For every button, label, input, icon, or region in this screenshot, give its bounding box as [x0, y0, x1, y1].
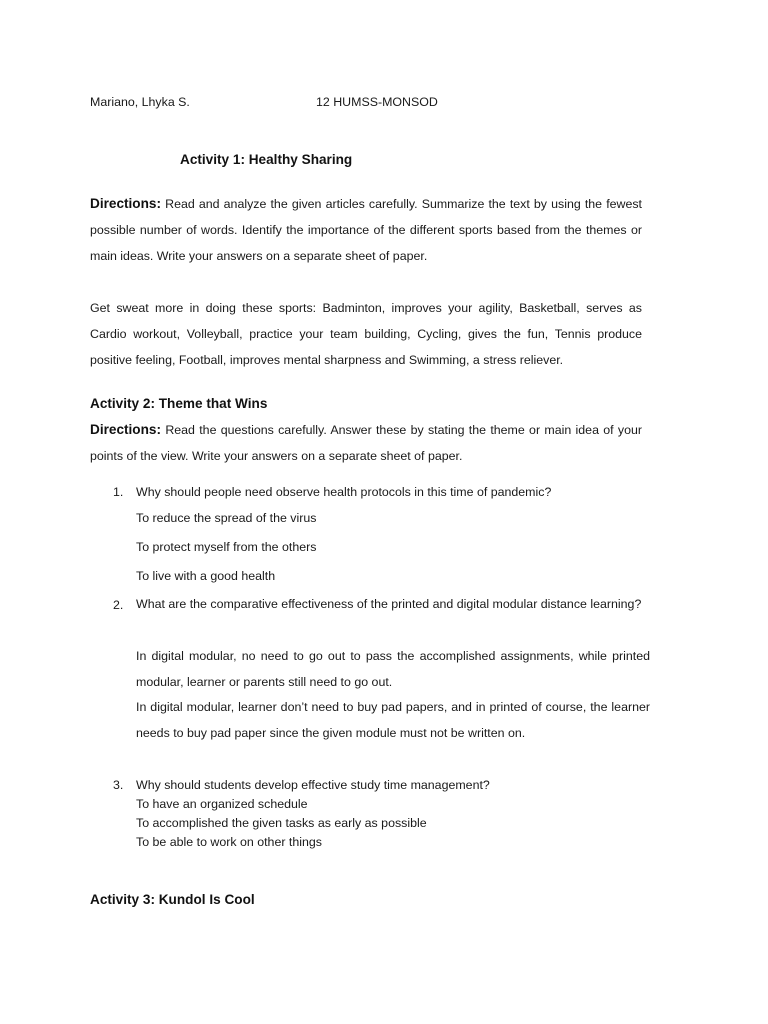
question-2-number: 2. — [113, 598, 124, 612]
question-3-answer-2: To accomplished the given tasks as early as possible — [136, 816, 427, 830]
question-3-answer-1: To have an organized schedule — [136, 797, 308, 811]
question-1-text: Why should people need observe health protocols in this time of pandemic? — [136, 485, 552, 499]
activity1-answer: Get sweat more in doing these sports: Badminton, improves your agility, Basketball, serves as Cardio workout, Volleyball, practice your team building, Cycling, gives the fun, Tennis produce positive feeling, Football, improves mental sharpness and Swimming, a stress reliever. — [90, 301, 642, 367]
question-1-answer-3: To live with a good health — [136, 569, 276, 583]
activity1-title: Activity 1: Healthy Sharing — [180, 152, 353, 167]
activity1-directions — [90, 191, 642, 269]
student-name: Mariano, Lhyka S. — [90, 95, 190, 109]
activity2-directions-text: Read the questions carefully. Answer these by stating the theme or main idea of your points of the view. Write your answers on a separate sheet of paper. — [90, 423, 642, 463]
question-2-answer-2: In digital modular, learner don’t need to buy pad papers, and in printed of course, the learner needs to buy pad paper since the given module must not be written on. — [136, 700, 650, 740]
question-1-answer-2: To protect myself from the others — [136, 540, 317, 554]
activity1-directions-label: Directions: — [90, 196, 162, 211]
activity2-title: Activity 2: Theme that Wins — [90, 396, 268, 411]
question-1-answer-1: To reduce the spread of the virus — [136, 511, 317, 525]
question-1-number: 1. — [113, 485, 124, 499]
activity1-directions-text: Read and analyze the given articles carefully. Summarize the text by using the fewest possible number of words. Identify the importance of the different sports based from the themes or main ideas. Write your answers on a separate sheet of paper. — [90, 197, 642, 263]
question-3-number: 3. — [113, 778, 124, 792]
activity3-title: Activity 3: Kundol Is Cool — [90, 892, 255, 907]
student-section: 12 HUMSS-MONSOD — [316, 95, 438, 109]
activity2-directions — [90, 417, 642, 469]
activity2-directions-label: Directions: — [90, 422, 162, 437]
question-2-answer-1: In digital modular, no need to go out to pass the accomplished assignments, while printed modular, learner or parents still need to go out. — [136, 649, 650, 689]
question-3-text: Why should students develop effective study time management? — [136, 778, 490, 792]
question-2-text: What are the comparative effectiveness of the printed and digital modular distance learning? — [136, 597, 642, 611]
question-3-answer-3: To be able to work on other things — [136, 835, 322, 849]
